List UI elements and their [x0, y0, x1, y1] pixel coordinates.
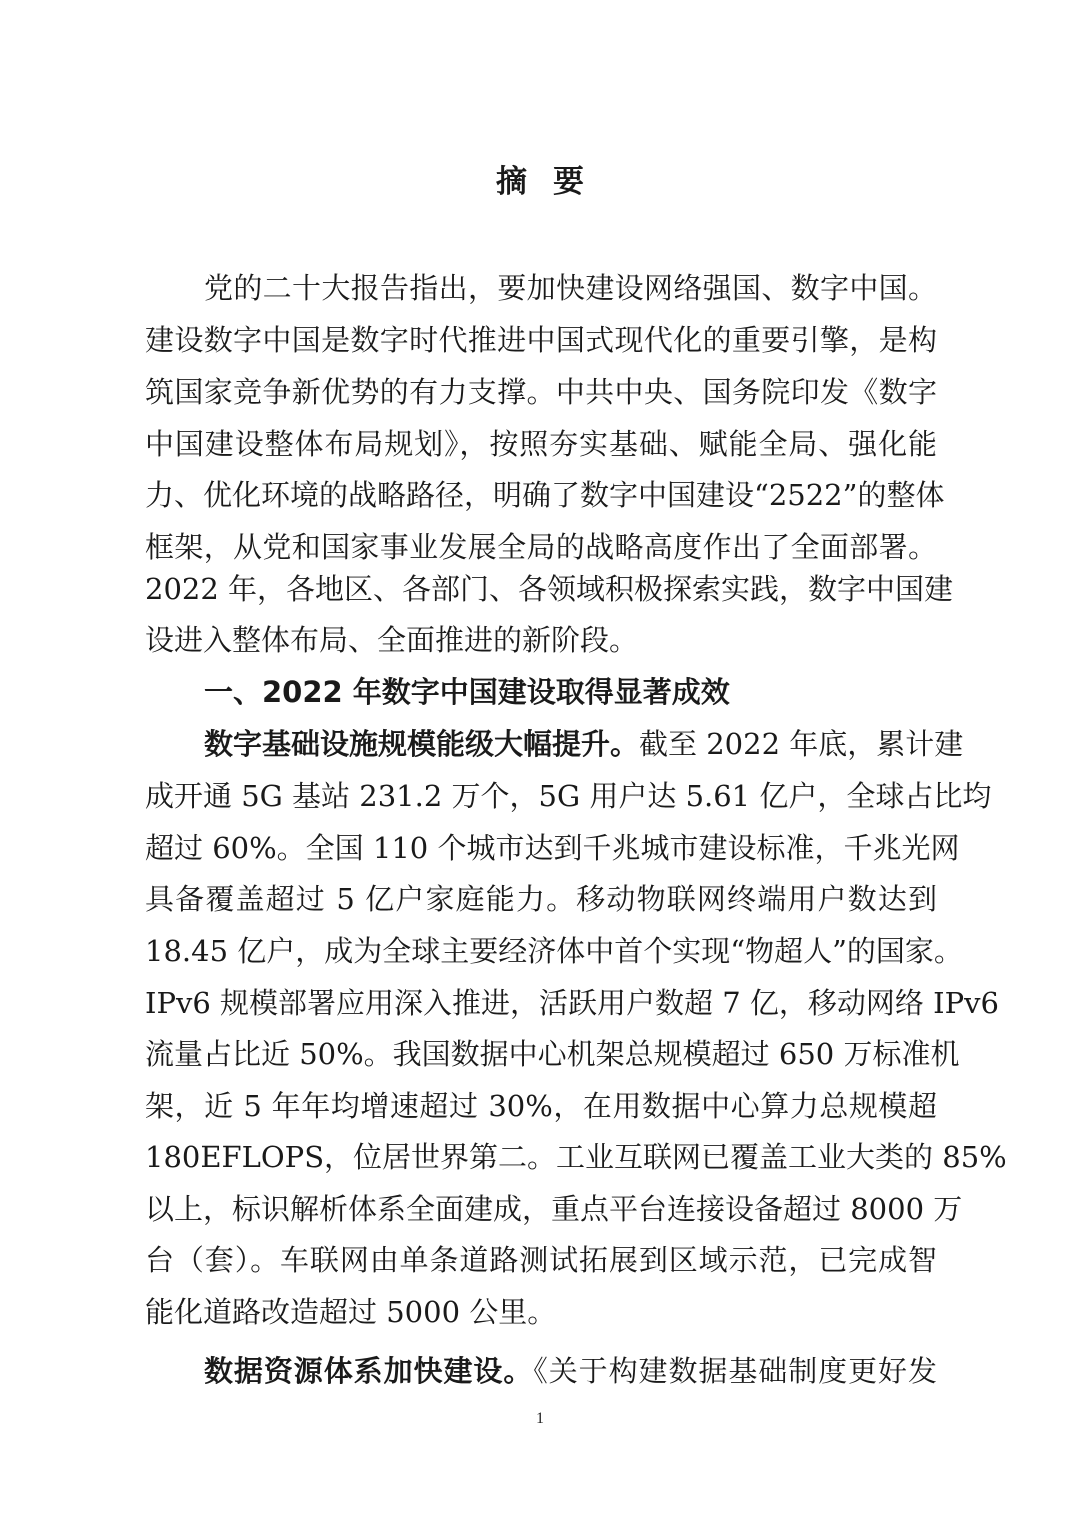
body-line: 成开通 5G 基站 231.2 万个，5G 用户达 5.61 亿户，全球占比均 — [145, 779, 992, 813]
intro-line: 筑国家竞争新优势的有力支撑。中共中央、国务院印发《数字 — [145, 375, 937, 409]
body-line: 台（套）。车联网由单条道路测试拓展到区域示范，已完成智 — [145, 1243, 937, 1277]
intro-line: 2022 年，各地区、各部门、各领域积极探索实践，数字中国建 — [145, 572, 954, 606]
paragraph-first-line — [204, 1351, 937, 1391]
paragraph-text: 截至 2022 年底，累计建 — [639, 727, 964, 761]
intro-line: 设进入整体布局、全面推进的新阶段。 — [145, 623, 639, 657]
body-line: 能化道路改造超过 5000 公里。 — [145, 1295, 557, 1329]
body-line: 180EFLOPS，位居世界第二。工业互联网已覆盖工业大类的 85% — [145, 1140, 1007, 1174]
body-line: 超过 60%。全国 110 个城市达到千兆城市建设标准，千兆光网 — [145, 831, 960, 865]
intro-line: 建设数字中国是数字时代推进中国式现代化的重要引擎，是构 — [145, 323, 937, 357]
page-number: 1 — [536, 1410, 544, 1427]
paragraph-first-line — [204, 724, 964, 764]
intro-line: 中国建设整体布局规划》，按照夯实基础、赋能全局、强化能 — [145, 427, 937, 461]
body-line: 具备覆盖超过 5 亿户家庭能力。移动物联网终端用户数达到 — [145, 882, 937, 916]
intro-line: 党的二十大报告指出，要加快建设网络强国、数字中国。 — [204, 271, 937, 305]
body-line: 流量占比近 50%。我国数据中心机架总规模超过 650 万标准机 — [145, 1037, 960, 1071]
body-line: 架，近 5 年年均增速超过 30%，在用数据中心算力总规模超 — [145, 1089, 937, 1123]
body-line: 18.45 亿户，成为全球主要经济体中首个实现“物超人”的国家。 — [145, 934, 963, 968]
paragraph-text: 《关于构建数据基础制度更好发 — [533, 1354, 937, 1388]
intro-line: 力、优化环境的战略路径，明确了数字中国建设“2522”的整体 — [145, 478, 945, 512]
body-line: IPv6 规模部署应用深入推进，活跃用户数超 7 亿，移动网络 IPv6 — [145, 986, 999, 1020]
section-heading: 一、2022 年数字中国建设取得显著成效 — [204, 675, 730, 709]
paragraph-lead: 数字基础设施规模能级大幅提升。 — [204, 727, 640, 761]
paragraph-lead: 数据资源体系加快建设。 — [204, 1354, 534, 1388]
intro-line: 框架，从党和国家事业发展全局的战略高度作出了全面部署。 — [145, 530, 937, 564]
page-title: 摘要 — [496, 164, 610, 200]
body-line: 以上，标识解析体系全面建成，重点平台连接设备超过 8000 万 — [145, 1192, 963, 1226]
